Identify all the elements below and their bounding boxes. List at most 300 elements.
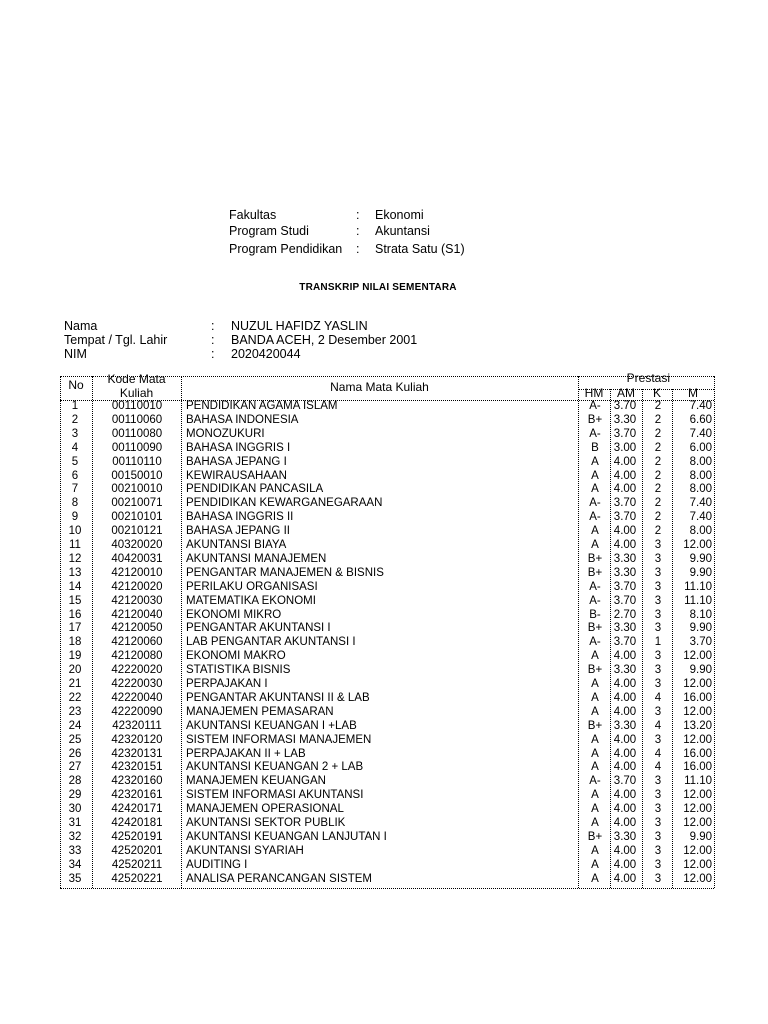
table-row: [60, 664, 714, 678]
education-program-value: Strata Satu (S1): [375, 242, 465, 256]
row-nama: AKUNTANSI KEUANGAN LANJUTAN I: [186, 830, 387, 843]
row-kode: 00150010: [111, 469, 163, 482]
row-kode: 42320151: [111, 761, 163, 774]
table-border-right: [714, 376, 715, 888]
row-am: 4.00: [613, 858, 637, 871]
row-nama: AKUNTANSI BIAYA: [186, 539, 287, 551]
row-nama: SISTEM INFORMASI MANAJEMEN: [186, 733, 372, 746]
row-no: 2: [71, 413, 79, 426]
row-m: 16.00: [683, 761, 712, 774]
row-kode: 40420031: [111, 552, 163, 565]
row-hm: A: [591, 469, 599, 482]
faculty-sep: :: [356, 208, 360, 222]
table-row: [60, 581, 714, 595]
row-no: 14: [68, 580, 82, 593]
row-am: 3.70: [613, 775, 637, 788]
table-row: [60, 511, 714, 525]
row-kode: 42220020: [111, 664, 163, 677]
row-kode: 42120040: [111, 608, 163, 621]
row-m: 3.70: [689, 636, 712, 649]
row-k: 3: [654, 872, 662, 885]
table-row: [60, 442, 714, 456]
row-kode: 42520211: [111, 858, 163, 871]
row-m: 9.90: [689, 664, 712, 677]
row-am: 4.00: [613, 483, 637, 496]
table-row: [60, 525, 714, 539]
study-program-sep: :: [356, 224, 360, 238]
row-m: 8.00: [689, 483, 712, 496]
row-no: 10: [68, 525, 82, 538]
row-kode: 42320161: [111, 789, 163, 802]
row-hm: A-: [589, 594, 601, 607]
row-m: 9.90: [689, 552, 712, 565]
row-no: 23: [68, 705, 82, 718]
table-row: [60, 831, 714, 845]
row-hm: A: [591, 455, 599, 468]
table-row: [60, 775, 714, 789]
table-row: [60, 400, 714, 414]
row-kode: 42520201: [111, 844, 163, 857]
row-hm: A: [591, 691, 599, 704]
row-k: 3: [654, 705, 662, 718]
table-row: [60, 553, 714, 567]
row-nama: BAHASA INDONESIA: [186, 413, 299, 426]
header-prestasi: Prestasi: [626, 371, 670, 385]
row-nama: AKUNTANSI SEKTOR PUBLIK: [186, 817, 346, 829]
row-m: 12.00: [683, 817, 712, 829]
row-kode: 00210101: [111, 511, 163, 524]
table-row: [60, 720, 714, 734]
header-no: No: [68, 378, 84, 392]
row-no: 6: [71, 469, 79, 482]
row-no: 20: [68, 664, 82, 677]
row-am: 4.00: [613, 469, 637, 482]
row-kode: 00110080: [111, 427, 163, 440]
row-hm: A-: [589, 511, 601, 524]
row-k: 3: [654, 830, 662, 843]
row-hm: B+: [587, 664, 603, 677]
row-am: 3.30: [613, 566, 637, 579]
table-row: [60, 622, 714, 636]
row-kode: 42220040: [111, 691, 163, 704]
row-m: 6.60: [689, 413, 712, 426]
faculty-label: Fakultas: [229, 208, 277, 222]
row-kode: 42320131: [111, 747, 163, 760]
row-k: 2: [654, 511, 662, 524]
row-no: 18: [68, 636, 82, 649]
row-hm: A-: [589, 580, 601, 593]
row-no: 35: [68, 872, 82, 885]
row-kode: 00110010: [111, 400, 163, 412]
row-am: 4.00: [613, 455, 637, 468]
header-kode-line1: Kode Mata: [107, 372, 166, 386]
row-no: 11: [69, 539, 81, 551]
row-k: 2: [654, 455, 662, 468]
row-am: 4.00: [613, 705, 637, 718]
row-no: 15: [68, 594, 82, 607]
row-m: 9.90: [689, 566, 712, 579]
table-row: [60, 845, 714, 859]
row-am: 4.00: [613, 789, 637, 802]
row-k: 3: [654, 566, 662, 579]
table-row: [60, 734, 714, 748]
row-nama: SISTEM INFORMASI AKUNTANSI: [186, 789, 364, 802]
row-m: 11.10: [684, 594, 712, 607]
row-nama: EKONOMI MAKRO: [186, 650, 286, 663]
row-k: 2: [654, 469, 662, 482]
row-no: 17: [68, 622, 82, 635]
row-m: 12.00: [683, 650, 712, 663]
row-kode: 42420181: [111, 817, 163, 829]
row-k: 4: [654, 691, 662, 704]
row-k: 3: [654, 650, 662, 663]
row-hm: A: [591, 525, 599, 538]
row-nama: AKUNTANSI SYARIAH: [186, 844, 304, 857]
table-row: [60, 692, 714, 706]
row-am: 3.70: [613, 636, 637, 649]
row-m: 12.00: [683, 789, 712, 802]
row-am: 3.30: [613, 719, 637, 732]
row-hm: A-: [589, 775, 601, 788]
row-k: 2: [654, 413, 662, 426]
header-kode-line2: Kuliah: [119, 386, 154, 400]
row-no: 28: [68, 775, 82, 788]
row-hm: A: [591, 650, 599, 663]
table-row: [60, 456, 714, 470]
row-kode: 42220090: [111, 705, 163, 718]
row-m: 8.00: [689, 525, 712, 538]
table-row: [60, 414, 714, 428]
student-name-sep: :: [211, 319, 215, 333]
row-k: 1: [654, 636, 662, 649]
nim-label: NIM: [64, 347, 87, 361]
row-hm: B+: [587, 622, 603, 635]
row-am: 3.30: [613, 830, 637, 843]
row-m: 12.00: [683, 872, 712, 885]
row-k: 3: [654, 844, 662, 857]
header-m: M: [688, 386, 698, 400]
birth-value: BANDA ACEH, 2 Desember 2001: [231, 333, 418, 347]
birth-label: Tempat / Tgl. Lahir: [64, 333, 168, 347]
row-k: 2: [654, 427, 662, 440]
row-kode: 00210071: [111, 497, 163, 510]
row-no: 30: [68, 803, 82, 816]
row-kode: 42120060: [111, 636, 163, 649]
row-nama: AKUNTANSI MANAJEMEN: [186, 552, 327, 565]
row-k: 2: [654, 441, 662, 454]
row-hm: A: [591, 872, 599, 885]
row-nama: MATEMATIKA EKONOMI: [186, 594, 316, 607]
row-nama: BAHASA JEPANG II: [186, 525, 290, 538]
row-hm: A-: [589, 497, 601, 510]
row-kode: 42120020: [111, 580, 163, 593]
table-row: [60, 539, 714, 553]
table-row: [60, 761, 714, 775]
row-am: 3.70: [613, 497, 637, 510]
row-am: 3.30: [613, 622, 637, 635]
table-row: [60, 873, 714, 887]
row-m: 12.00: [683, 678, 712, 690]
table-row: [60, 636, 714, 650]
row-no: 25: [68, 733, 82, 746]
table-row: [60, 470, 714, 484]
table-row: [60, 595, 714, 609]
row-nama: PENDIDIKAN KEWARGANEGARAAN: [186, 497, 383, 510]
page-title: TRANSKRIP NILAI SEMENTARA: [299, 282, 457, 293]
row-am: 4.00: [613, 691, 637, 704]
row-m: 11.10: [684, 580, 712, 593]
row-m: 12.00: [683, 733, 712, 746]
row-m: 12.00: [683, 539, 712, 551]
row-k: 3: [654, 817, 662, 829]
row-hm: A-: [589, 427, 601, 440]
row-nama: PENGANTAR AKUNTANSI II & LAB: [186, 691, 370, 704]
row-nama: EKONOMI MIKRO: [186, 608, 282, 621]
row-kode: 42120010: [111, 566, 163, 579]
row-am: 3.00: [613, 441, 637, 454]
row-nama: BAHASA INGGRIS II: [186, 511, 294, 524]
row-m: 11.10: [684, 775, 712, 788]
row-nama: PERPAJAKAN II + LAB: [186, 747, 306, 760]
row-no: 1: [71, 400, 79, 412]
table-row: [60, 428, 714, 442]
row-m: 7.40: [689, 427, 712, 440]
row-no: 29: [68, 789, 82, 802]
row-kode: 42120080: [111, 650, 163, 663]
row-no: 21: [68, 678, 82, 690]
study-program-value: Akuntansi: [375, 224, 430, 238]
table-row: [60, 497, 714, 511]
row-k: 3: [654, 789, 662, 802]
row-kode: 42120030: [111, 594, 163, 607]
row-k: 3: [654, 580, 662, 593]
birth-sep: :: [211, 333, 215, 347]
row-hm: A: [591, 733, 599, 746]
study-program-label: Program Studi: [229, 224, 309, 238]
row-k: 4: [654, 761, 662, 774]
row-nama: AKUNTANSI KEUANGAN 2 + LAB: [186, 761, 364, 774]
row-nama: PENDIDIKAN AGAMA ISLAM: [186, 400, 338, 412]
row-kode: 42520191: [111, 830, 163, 843]
row-am: 4.00: [613, 872, 637, 885]
row-am: 3.70: [613, 427, 637, 440]
row-m: 12.00: [683, 858, 712, 871]
row-m: 7.40: [689, 497, 712, 510]
row-hm: B+: [587, 830, 603, 843]
row-nama: BAHASA JEPANG I: [186, 455, 287, 468]
row-hm: B-: [589, 608, 601, 621]
table-row: [60, 748, 714, 762]
row-hm: A: [591, 747, 599, 760]
row-kode: 00110060: [111, 413, 163, 426]
row-kode: 42320111: [112, 719, 162, 732]
row-am: 4.00: [613, 539, 637, 551]
row-k: 2: [654, 483, 662, 496]
row-k: 4: [654, 747, 662, 760]
row-hm: A: [591, 817, 599, 829]
row-m: 13.20: [683, 719, 712, 732]
row-nama: AKUNTANSI KEUANGAN I +LAB: [186, 719, 357, 732]
row-kode: 42520221: [111, 872, 163, 885]
row-nama: AUDITING I: [186, 858, 248, 871]
row-m: 12.00: [683, 844, 712, 857]
row-hm: A: [591, 761, 599, 774]
row-nama: KEWIRAUSAHAAN: [186, 469, 287, 482]
row-am: 3.30: [613, 413, 637, 426]
row-m: 8.00: [689, 469, 712, 482]
row-no: 27: [68, 761, 82, 774]
row-kode: 42120050: [111, 622, 163, 635]
row-m: 16.00: [683, 747, 712, 760]
row-kode: 00210010: [111, 483, 163, 496]
row-nama: STATISTIKA BISNIS: [186, 664, 291, 677]
row-nama: MANAJEMEN OPERASIONAL: [186, 803, 344, 816]
row-no: 31: [68, 817, 82, 829]
row-nama: PENGANTAR MANAJEMEN & BISNIS: [186, 566, 384, 579]
table-row: [60, 567, 714, 581]
row-kode: 00110110: [112, 455, 162, 468]
row-k: 4: [654, 719, 662, 732]
header-k: K: [652, 386, 661, 400]
row-am: 4.00: [613, 817, 637, 829]
row-m: 7.40: [689, 511, 712, 524]
row-nama: PERPAJAKAN I: [186, 678, 268, 690]
row-kode: 42420171: [111, 803, 163, 816]
row-k: 3: [654, 678, 662, 690]
row-no: 5: [71, 455, 79, 468]
row-k: 3: [654, 539, 662, 551]
row-kode: 00110090: [111, 441, 163, 454]
row-hm: A: [591, 483, 599, 496]
row-kode: 40320020: [111, 539, 163, 551]
row-nama: MANAJEMEN KEUANGAN: [186, 775, 326, 788]
row-am: 3.70: [613, 594, 637, 607]
header-hm: HM: [584, 386, 604, 400]
row-no: 19: [68, 650, 82, 663]
row-k: 3: [654, 608, 662, 621]
row-m: 16.00: [683, 691, 712, 704]
row-no: 26: [68, 747, 82, 760]
nim-sep: :: [211, 347, 215, 361]
row-am: 3.70: [613, 400, 637, 412]
row-k: 3: [654, 552, 662, 565]
row-m: 7.40: [689, 400, 712, 412]
row-k: 3: [654, 733, 662, 746]
student-name-label: Nama: [64, 319, 98, 333]
row-no: 33: [68, 844, 82, 857]
row-k: 3: [654, 858, 662, 871]
row-kode: 00210121: [111, 525, 163, 538]
table-row: [60, 803, 714, 817]
education-program-label: Program Pendidikan: [229, 242, 343, 256]
header-am: AM: [617, 386, 635, 400]
row-hm: A-: [589, 636, 601, 649]
student-name-value: NUZUL HAFIDZ YASLIN: [231, 319, 368, 333]
row-no: 9: [71, 511, 79, 524]
table-bottom-line: [60, 888, 714, 889]
nim-value: 2020420044: [231, 347, 301, 361]
row-hm: B+: [587, 413, 603, 426]
row-kode: 42320120: [111, 733, 163, 746]
education-program-sep: :: [356, 242, 360, 256]
row-no: 3: [71, 427, 79, 440]
row-nama: MONOZUKURI: [186, 427, 265, 440]
faculty-value: Ekonomi: [375, 208, 424, 222]
row-am: 4.00: [613, 761, 637, 774]
row-m: 6.00: [689, 441, 712, 454]
row-m: 8.00: [689, 455, 712, 468]
row-k: 3: [654, 594, 662, 607]
row-am: 4.00: [613, 678, 637, 690]
row-kode: 42320160: [111, 775, 163, 788]
row-nama: LAB PENGANTAR AKUNTANSI I: [186, 636, 356, 649]
row-nama: ANALISA PERANCANGAN SISTEM: [186, 872, 372, 885]
row-hm: B+: [587, 552, 603, 565]
row-k: 3: [654, 803, 662, 816]
row-nama: BAHASA INGGRIS I: [186, 441, 291, 454]
row-am: 3.30: [613, 664, 637, 677]
row-hm: B+: [587, 719, 603, 732]
table-row: [60, 817, 714, 831]
row-hm: B: [591, 441, 599, 454]
row-k: 3: [654, 775, 662, 788]
row-kode: 42220030: [111, 678, 163, 690]
row-hm: A: [591, 789, 599, 802]
row-m: 12.00: [683, 803, 712, 816]
row-no: 7: [71, 483, 79, 496]
row-am: 3.70: [613, 511, 637, 524]
row-nama: PENGANTAR AKUNTANSI I: [186, 622, 331, 635]
row-hm: B+: [587, 566, 603, 579]
row-am: 3.30: [613, 552, 637, 565]
row-hm: A: [591, 858, 599, 871]
row-m: 9.90: [689, 622, 712, 635]
row-k: 2: [654, 497, 662, 510]
table-row: [60, 609, 714, 623]
row-hm: A-: [589, 400, 601, 412]
table-row: [60, 650, 714, 664]
row-no: 12: [68, 552, 82, 565]
row-hm: A: [591, 539, 599, 551]
row-hm: A: [591, 844, 599, 857]
row-k: 3: [654, 664, 662, 677]
table-row: [60, 706, 714, 720]
row-am: 2.70: [613, 608, 637, 621]
row-am: 4.00: [613, 650, 637, 663]
row-no: 13: [68, 566, 82, 579]
row-hm: A: [591, 803, 599, 816]
row-nama: MANAJEMEN PEMASARAN: [186, 705, 334, 718]
table-row: [60, 483, 714, 497]
table-row: [60, 789, 714, 803]
row-m: 12.00: [683, 705, 712, 718]
row-am: 4.00: [613, 733, 637, 746]
row-no: 34: [68, 858, 82, 871]
row-k: 3: [654, 622, 662, 635]
row-no: 4: [71, 441, 79, 454]
row-no: 32: [68, 830, 82, 843]
row-no: 24: [68, 719, 82, 732]
row-m: 8.10: [689, 608, 712, 621]
header-nama: Nama Mata Kuliah: [330, 380, 429, 394]
row-am: 3.70: [613, 580, 637, 593]
row-hm: A: [591, 705, 599, 718]
row-nama: PENDIDIKAN PANCASILA: [186, 483, 324, 496]
row-nama: PERILAKU ORGANISASI: [186, 580, 318, 593]
row-k: 2: [654, 525, 662, 538]
row-am: 4.00: [613, 525, 637, 538]
row-no: 8: [71, 497, 79, 510]
